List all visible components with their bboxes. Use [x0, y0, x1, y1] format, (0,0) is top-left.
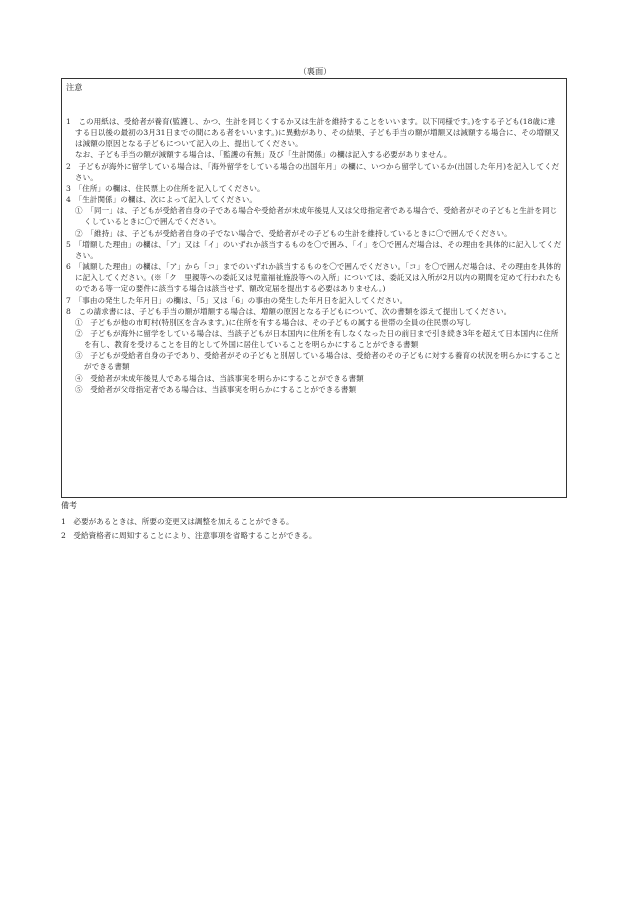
note-subitem: ① 子どもが他の市町村(特別区を含みます。)に住所を有する場合は、その子どもの属する世帯の全員の住民票の写し	[75, 317, 472, 327]
note-item: 1 この用紙は、受給者が養育(監護し、かつ、生計を同じくするか又は生計を維持することをいいます。以下同様です。)をする子ども(18歳に達する日以後の最初の3月31日までの間にある者をいいます。)に異動があり、その結果、子ども手当の額が増額又は減額する場合に、その増額又は減額の原因となる子どもについて記入の上、提出してください。	[66, 117, 560, 149]
note-item: 7 「事由の発生した年月日」の欄は、「5」又は「6」の事由の発生した年月日を記入してください。	[66, 295, 408, 305]
note-subitem: ② 「維持」は、子どもが受給者自身の子でない場合で、受給者がその子どもの生計を維持しているときに〇で囲んでください。	[75, 228, 512, 238]
note-item: なお、子ども手当の額が減額する場合は、「監護の有無」及び「生計関係」の欄は記入する必要がありません。	[75, 150, 452, 160]
notes-list	[66, 116, 562, 395]
remarks-list	[61, 515, 567, 542]
note-subitem: ⑤ 受給者が父母指定者である場合は、当該事実を明らかにすることができる書類	[75, 384, 357, 394]
note-item: 2 子どもが海外に留学している場合は、「海外留学をしている場合の出国年月」の欄に、いつから留学しているか(出国した年月)を記入してください。	[66, 161, 560, 182]
notes-box	[61, 78, 567, 498]
remark-item: 1 必要があるときは、所要の変更又は調整を加えることができる。	[61, 517, 294, 526]
note-item: 4 「生計関係」の欄は、次によって記入してください。	[66, 195, 257, 205]
page-heading: （裏面）	[298, 66, 332, 76]
note-item: 5 「増額した理由」の欄は、「ア」又は「イ」のいずれか該当するものを〇で囲み、「イ」を〇で囲んだ場合は、その理由を具体的に記入してください。	[66, 239, 562, 260]
note-subitem: ③ 子どもが受給者自身の子であり、受給者がその子どもと別居している場合は、受給者のその子どもに対する養育の状況を明らかにすることができる書類	[75, 351, 562, 372]
note-item: 3 「住所」の欄は、住民票上の住所を記入してください。	[66, 183, 265, 193]
note-subitem: ① 「同一」は、子どもが受給者自身の子である場合や受給者が未成年後見人又は父母指定者である場合で、受給者がその子どもと生計を同じくしているときに〇で囲んでください。	[75, 206, 558, 227]
remark-item: 2 受給資格者に周知することにより、注意事項を省略することができる。	[61, 530, 317, 540]
remarks-title: 備考	[61, 501, 77, 510]
note-item: 8 この請求書には、子ども手当の額が増額する場合は、増額の原因となる子どもについて、次の書類を添えて提出してください。	[66, 306, 512, 316]
note-subitem: ② 子どもが海外に留学をしている場合は、当該子どもが日本国内に住所を有しなくなった日の前日まで引き続き3年を超えて日本国内に住所を有し、教育を受けることを目的として外国に居住していることを明らかにすることができる書類	[75, 328, 559, 350]
notes-box-label: 注意	[66, 82, 83, 92]
note-subitem: ④ 受給者が未成年後見人である場合は、当該事実を明らかにすることができる書類	[75, 373, 364, 383]
note-item: 6 「減額した理由」の欄は、「ア」から「コ」までのいずれか該当するものを〇で囲んでください。「コ」を〇で囲んだ場合は、その理由を具体的に記入してください。(※「ク 里親等への委託又は児童福祉施設等への入所」については、委託又は入所が2月以内の期間を定めて行われたものである等一定の要件に該当する場合は該当せず、額改定届を提出する必要はありません。)	[66, 262, 562, 294]
